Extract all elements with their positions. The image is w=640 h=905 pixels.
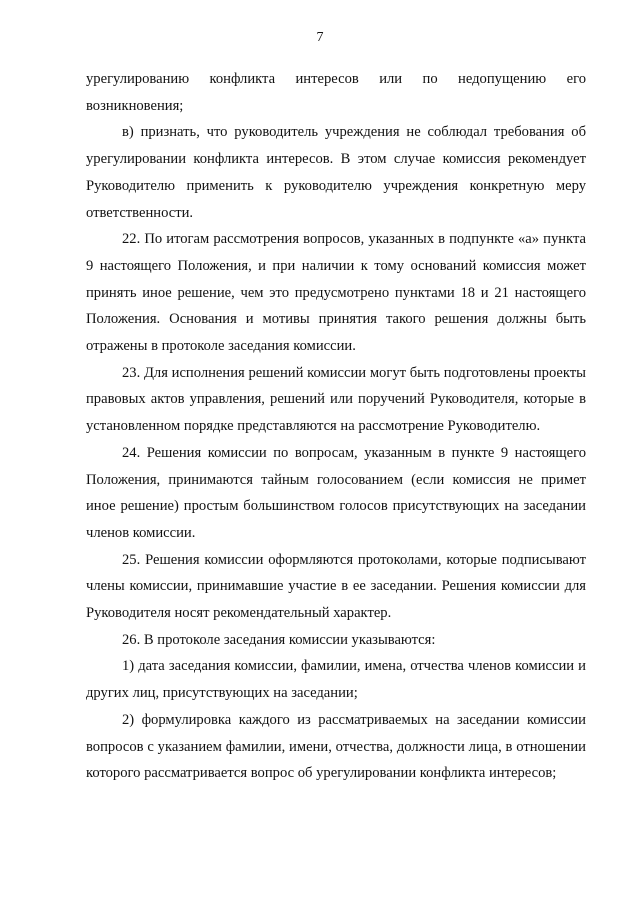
paragraph-22: 22. По итогам рассмотрения вопросов, указанных в подпункте «а» пункта 9 настоящего Положения, и при наличии к тому оснований комиссия может принять иное решение, чем это предусмотрено пунктами 18 и 21 настоящего Положения. Основания и мотивы принятия такого решения должны быть отражены в протоколе заседания комиссии. (86, 231, 586, 355)
paragraph-continuation: урегулированию конфликта интересов или по недопущению его возникновения; (86, 71, 586, 114)
paragraph-26: 26. В протоколе заседания комиссии указываются: (122, 631, 436, 648)
paragraph-26-item-2: 2) формулировка каждого из рассматриваемых на заседании комиссии вопросов с указанием фамилии, имени, отчества, должности лица, в отношении которого рассматривается вопрос об урегулировании конфликта интересов; (86, 711, 586, 782)
document-body (86, 66, 586, 787)
paragraph-23: 23. Для исполнения решений комиссии могут быть подготовлены проекты правовых актов управления, решений или поручений Руководителя, которые в установленном порядке представляются на рассмотрение Руководителю. (86, 364, 586, 435)
paragraph-subitem-v: в) признать, что руководитель учреждения не соблюдал требования об урегулировании конфликта интересов. В этом случае комиссия рекомендует Руководителю применить к руководителю учреждения конкретную меру ответственности. (86, 124, 586, 221)
paragraph-25: 25. Решения комиссии оформляются протоколами, которые подписывают члены комиссии, принимавшие участие в ее заседании. Решения комиссии для Руководителя носят рекомендательный характер. (86, 551, 586, 622)
paragraph-26-item-1: 1) дата заседания комиссии, фамилии, имена, отчества членов комиссии и других лиц, присутствующих на заседании; (86, 658, 586, 702)
page-number: 7 (316, 30, 324, 45)
paragraph-24: 24. Решения комиссии по вопросам, указанным в пункте 9 настоящего Положения, принимаются тайным голосованием (если комиссия не примет иное решение) простым большинством голосов присутствующих на заседании членов комиссии. (86, 444, 586, 541)
